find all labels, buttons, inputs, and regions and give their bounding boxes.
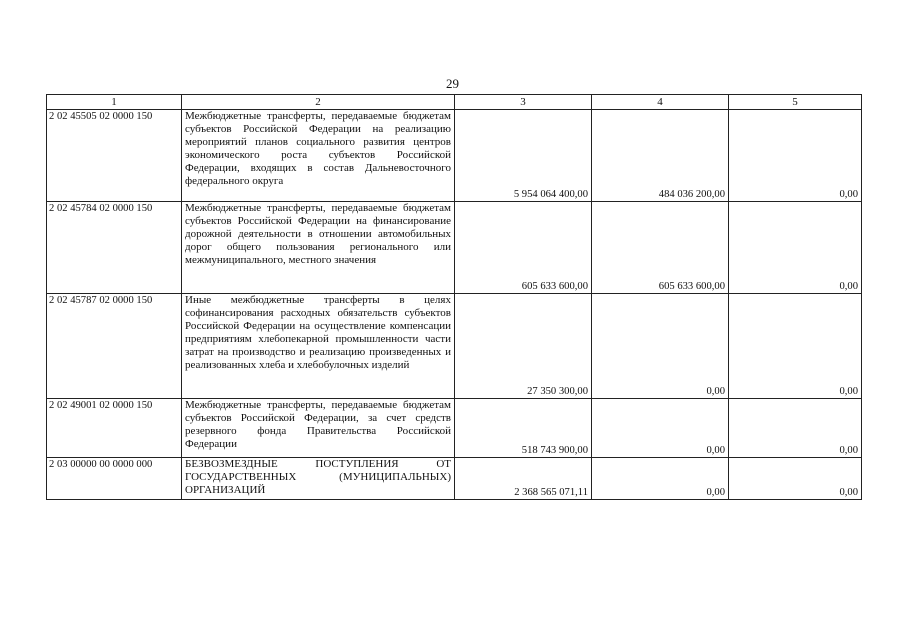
budget-table: [46, 94, 862, 500]
row-description: Межбюджетные трансферты, передаваемые бюджетам субъектов Российской Федерации на реализацию мероприятий планов социального развития центров экономического роста субъектов Российской Федерации, входящих в состав Дальневосточного федерального округа: [182, 110, 455, 202]
table-row: [47, 399, 862, 458]
amount-col-3: 5 954 064 400,00: [455, 110, 592, 202]
header-row: [47, 95, 862, 110]
table-row: [47, 202, 862, 294]
table-row: [47, 294, 862, 399]
amount-col-5: 0,00: [729, 110, 862, 202]
table-row: [47, 458, 862, 500]
amount-col-3: 27 350 300,00: [455, 294, 592, 399]
amount-col-4: 0,00: [592, 458, 729, 500]
budget-code: 2 02 45787 02 0000 150: [47, 294, 182, 399]
amount-col-5: 0,00: [729, 202, 862, 294]
budget-code: 2 02 45784 02 0000 150: [47, 202, 182, 294]
amount-col-4: 484 036 200,00: [592, 110, 729, 202]
amount-col-4: 0,00: [592, 399, 729, 458]
amount-col-3: 2 368 565 071,11: [455, 458, 592, 500]
budget-code: 2 02 49001 02 0000 150: [47, 399, 182, 458]
amount-col-5: 0,00: [729, 294, 862, 399]
row-description: Межбюджетные трансферты, передаваемые бюджетам субъектов Российской Федерации, за счет средств резервного фонда Правительства Российской Федерации: [182, 399, 455, 458]
header-col-2: 2: [182, 95, 455, 110]
header-col-1: 1: [47, 95, 182, 110]
amount-col-5: 0,00: [729, 399, 862, 458]
row-description: Иные межбюджетные трансферты в целях софинансирования расходных обязательств субъектов Российской Федерации на осуществление компенсации предприятиям хлебопекарной промышленности части затрат на производство и реализацию произведенных и реализованных хлеба и хлебобулочных изделий: [182, 294, 455, 399]
header-col-3: 3: [455, 95, 592, 110]
row-description: Межбюджетные трансферты, передаваемые бюджетам субъектов Российской Федерации на финансирование дорожной деятельности в отношении автомобильных дорог общего пользования регионального или межмуниципального, местного значения: [182, 202, 455, 294]
budget-code: 2 02 45505 02 0000 150: [47, 110, 182, 202]
amount-col-3: 605 633 600,00: [455, 202, 592, 294]
amount-col-4: 605 633 600,00: [592, 202, 729, 294]
table-row: [47, 110, 862, 202]
budget-code: 2 03 00000 00 0000 000: [47, 458, 182, 500]
page-number: 29: [446, 76, 459, 91]
row-description: БЕЗВОЗМЕЗДНЫЕ ПОСТУПЛЕНИЯ ОТ ГОСУДАРСТВЕННЫХ (МУНИЦИПАЛЬНЫХ) ОРГАНИЗАЦИЙ: [182, 458, 455, 500]
amount-col-3: 518 743 900,00: [455, 399, 592, 458]
header-col-4: 4: [592, 95, 729, 110]
amount-col-5: 0,00: [729, 458, 862, 500]
header-col-5: 5: [729, 95, 862, 110]
amount-col-4: 0,00: [592, 294, 729, 399]
